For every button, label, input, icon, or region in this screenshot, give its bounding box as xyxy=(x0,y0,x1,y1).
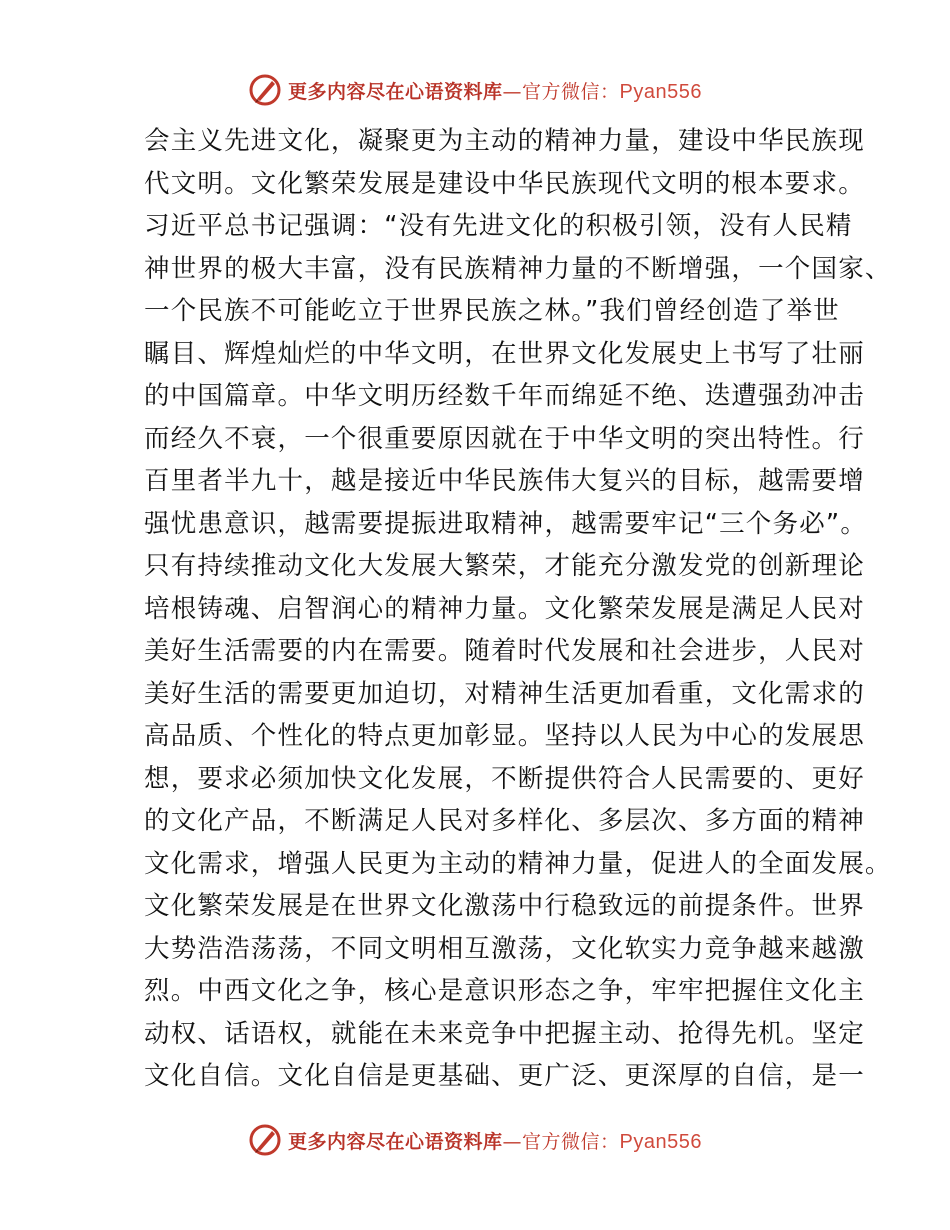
banner-text xyxy=(288,1127,702,1154)
text-line: 文化需求，增强人民更为主动的精神力量，促进人的全面发展。 xyxy=(144,848,892,879)
text-line: 培根铸魂、启智润心的精神力量。文化繁荣发展是满足人民对 xyxy=(144,593,865,624)
text-line: 美好生活的需要更加迫切，对精神生活更加看重，文化需求的 xyxy=(144,678,865,709)
text-line: 大势浩浩荡荡，不同文明相互激荡，文化软实力竞争越来越激 xyxy=(144,933,865,964)
text-line: 动权、话语权，就能在未来竞争中把握主动、抢得先机。坚定 xyxy=(144,1018,865,1049)
text-line: 代文明。文化繁荣发展是建设中华民族现代文明的根本要求。 xyxy=(144,168,865,199)
banner-wechat-label: 官方微信： xyxy=(522,1130,620,1153)
text-line: 神世界的极大丰富，没有民族精神力量的不断增强，一个国家、 xyxy=(144,253,892,284)
text-line: 瞩目、辉煌灿烂的中华文明，在世界文化发展史上书写了壮丽 xyxy=(144,338,865,369)
banner-wechat-id: Pyan556 xyxy=(619,1130,702,1153)
text-line: 只有持续推动文化大发展大繁荣，才能充分激发党的创新理论 xyxy=(144,551,865,581)
text-line: 会主义先进文化，凝聚更为主动的精神力量，建设中华民族现 xyxy=(144,126,865,156)
text-line: 一个民族不可能屹立于世界民族之林。”我们曾经创造了举世 xyxy=(144,296,840,326)
text-line: 文化自信。文化自信是更基础、更广泛、更深厚的自信，是一 xyxy=(144,1061,865,1091)
banner-separator: — xyxy=(502,80,523,103)
banner-wechat-id: Pyan556 xyxy=(619,80,702,103)
text-line: 想，要求必须加快文化发展，不断提供符合人民需要的、更好 xyxy=(144,763,865,794)
text-line: 高品质、个性化的特点更加彰显。坚持以人民为中心的发展思 xyxy=(144,721,865,751)
text-line: 文化繁荣发展是在世界文化激荡中行稳致远的前提条件。世界 xyxy=(144,891,865,921)
banner-separator: — xyxy=(502,1130,523,1153)
quill-pen-logo-icon xyxy=(248,1123,282,1157)
footer-banner xyxy=(0,1122,950,1158)
text-line: 习近平总书记强调：“没有先进文化的积极引领，没有人民精 xyxy=(144,211,853,241)
text-line: 百里者半九十，越是接近中华民族伟大复兴的目标，越需要增 xyxy=(144,466,865,496)
text-line: 强忧患意识，越需要提振进取精神，越需要牢记“三个务必”。 xyxy=(144,508,868,539)
quill-pen-logo-icon xyxy=(248,73,282,107)
banner-text xyxy=(288,77,702,104)
text-line: 美好生活需要的内在需要。随着时代发展和社会进步，人民对 xyxy=(144,636,865,666)
banner-main-text: 更多内容尽在心语资料库 xyxy=(288,1130,503,1153)
text-line: 的文化产品，不断满足人民对多样化、多层次、多方面的精神 xyxy=(144,806,865,836)
document-body xyxy=(144,120,892,1098)
text-line: 而经久不衰，一个很重要原因就在于中华文明的突出特性。行 xyxy=(144,423,865,454)
text-line: 的中国篇章。中华文明历经数千年而绵延不绝、迭遭强劲冲击 xyxy=(144,381,865,411)
banner-wechat-label: 官方微信： xyxy=(522,80,620,103)
banner-main-text: 更多内容尽在心语资料库 xyxy=(288,80,503,103)
text-line: 烈。中西文化之争，核心是意识形态之争，牢牢把握住文化主 xyxy=(144,976,865,1006)
header-banner xyxy=(0,72,950,108)
